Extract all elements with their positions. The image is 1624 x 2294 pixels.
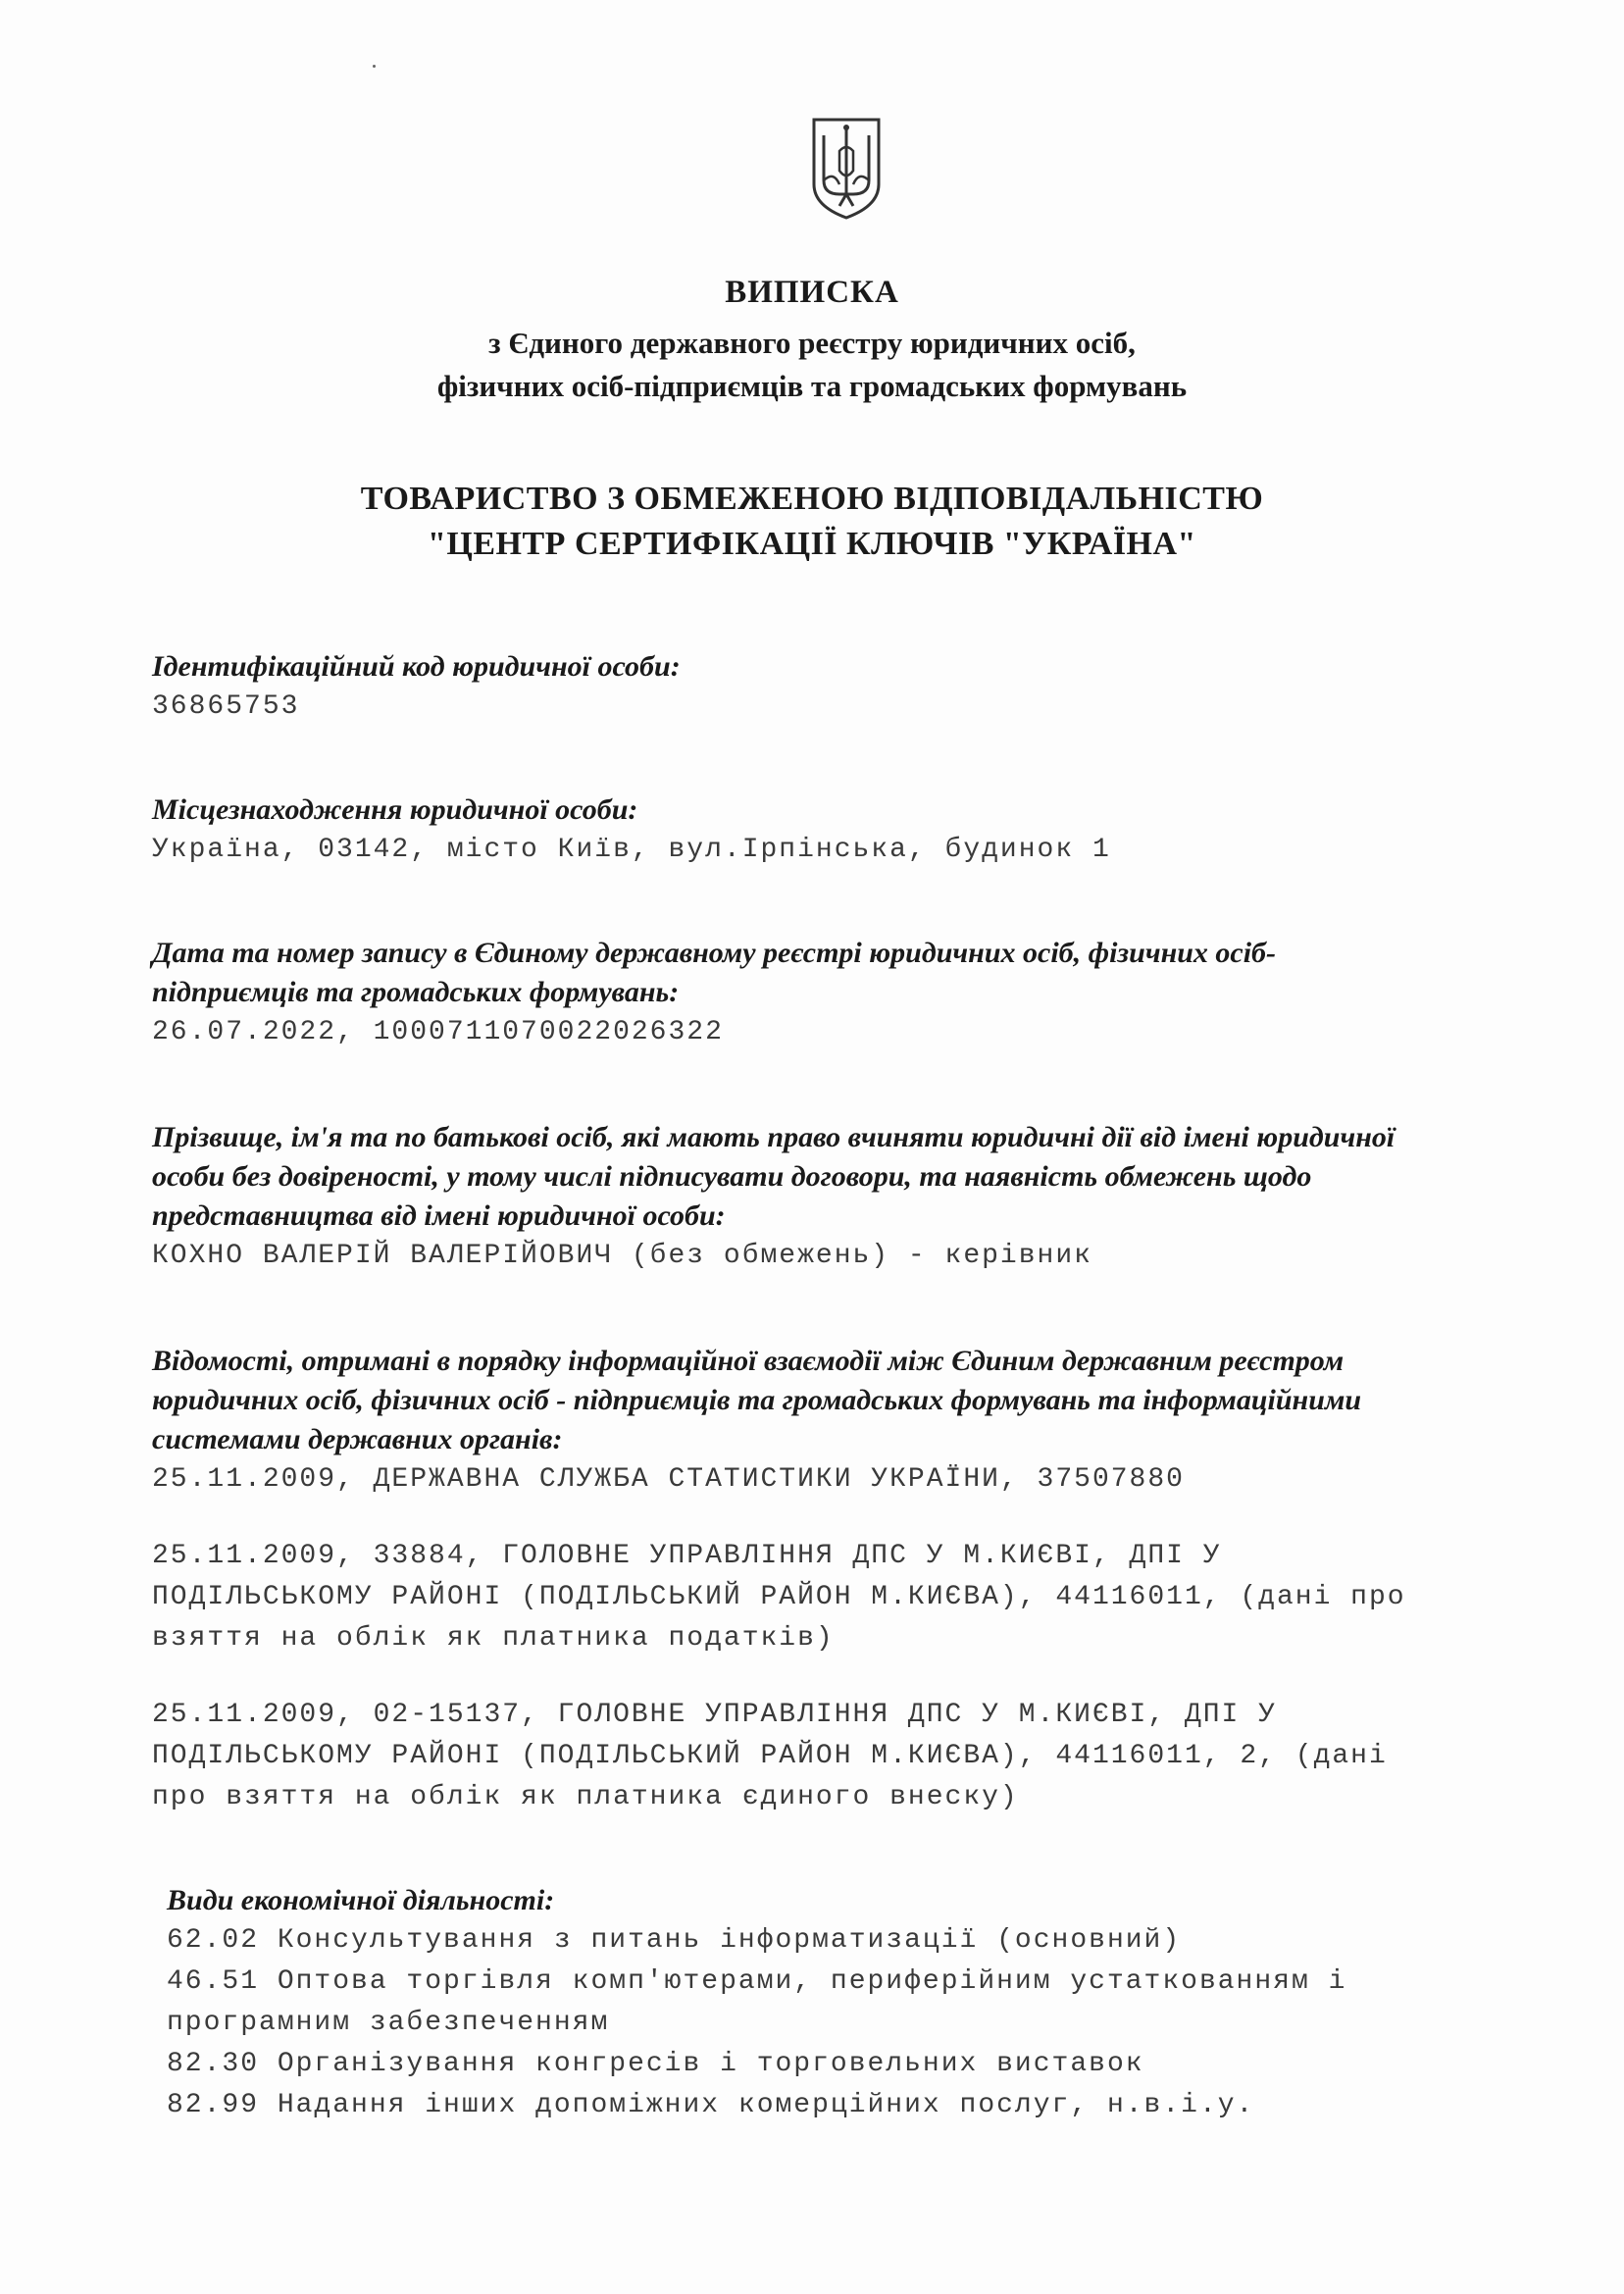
document-title: ВИПИСКА: [725, 275, 899, 310]
economic-activity-item: 82.30 Організування конгресів і торговельних виставок: [167, 2049, 1144, 2079]
section-interaction-info: [152, 1342, 1525, 1818]
interaction-entry-line: взяття на облік як платника податків): [152, 1623, 835, 1654]
authorized-persons-label-line3: представництва від імені юридичної особи:: [152, 1199, 726, 1232]
economic-activity-item: 46.51 Оптова торгівля комп'ютерами, периферійним устаткованням і: [167, 1966, 1347, 1997]
authorized-persons-value: КОХНО ВАЛЕРІЙ ВАЛЕРІЙОВИЧ (без обмежень) - керівник: [152, 1241, 1092, 1271]
interaction-entry-line: ПОДІЛЬСЬКОМУ РАЙОНІ (ПОДІЛЬСЬКИЙ РАЙОН М.КИЄВА), 44116011, (дані про: [152, 1582, 1406, 1612]
authorized-persons-label-line1: Прізвище, ім'я та по батькові осіб, які мають право вчиняти юридичні дії від імені юридичної: [152, 1121, 1396, 1153]
document-subtitle-line2: фізичних осіб-підприємців та громадських формувань: [436, 369, 1188, 403]
economic-activities-label: Види економічної діяльності:: [167, 1884, 555, 1916]
interaction-info-label-line1: Відомості, отримані в порядку інформаційної взаємодії між Єдиним державним реєстром: [152, 1345, 1345, 1377]
section-registry-record: [152, 934, 1525, 1053]
interaction-info-label-line3: системами державних органів:: [152, 1423, 563, 1455]
interaction-entry-line: 25.11.2009, 33884, ГОЛОВНЕ УПРАВЛІННЯ ДПС У М.КИЄВІ, ДПІ У: [152, 1541, 1222, 1571]
section-authorized-persons: [152, 1118, 1525, 1277]
interaction-entry-line: про взяття на облік як платника єдиного внеску): [152, 1782, 1019, 1812]
registry-record-label-line1: Дата та номер запису в Єдиному державному реєстрі юридичних осіб, фізичних осіб-: [152, 937, 1277, 969]
economic-activity-item: 82.99 Надання інших допоміжних комерційних послуг, н.в.і.у.: [167, 2090, 1255, 2120]
registry-record-label-line2: підприємців та громадських формувань:: [152, 976, 680, 1008]
tryzub-coat-of-arms-icon: [810, 116, 883, 222]
economic-activity-item: програмним забезпеченням: [167, 2008, 610, 2038]
organization-name-line2: "ЦЕНТР СЕРТИФІКАЦІЇ КЛЮЧІВ "УКРАЇНА": [428, 526, 1196, 562]
interaction-entry: [152, 1695, 1525, 1818]
registry-record-value: 26.07.2022, 1000711070022026322: [152, 1017, 724, 1047]
authorized-persons-label-line2: особи без довіреності, у тому числі підписувати договори, та наявність обмежень щодо: [152, 1160, 1312, 1193]
interaction-entry: [152, 1536, 1525, 1659]
section-address: [152, 790, 1525, 871]
identification-code-label: Ідентифікаційний код юридичної особи:: [152, 650, 681, 683]
section-identification-code: [152, 647, 1525, 728]
interaction-entry: [152, 1459, 1525, 1501]
interaction-entry-line: ПОДІЛЬСЬКОМУ РАЙОНІ (ПОДІЛЬСЬКИЙ РАЙОН М.КИЄВА), 44116011, 2, (дані: [152, 1741, 1388, 1771]
scan-speck: [373, 65, 376, 68]
interaction-entry-line: 25.11.2009, 02-15137, ГОЛОВНЕ УПРАВЛІННЯ ДПС У М.КИЄВІ, ДПІ У: [152, 1700, 1277, 1730]
economic-activity-item: 62.02 Консультування з питань інформатизації (основний): [167, 1925, 1182, 1956]
document-subtitle-line1: з Єдиного державного реєстру юридичних осіб,: [488, 326, 1136, 360]
section-economic-activities: [167, 1881, 1540, 2126]
address-value: Україна, 03142, місто Київ, вул.Ірпінська, будинок 1: [152, 835, 1111, 865]
organization-name-line1: ТОВАРИСТВО З ОБМЕЖЕНОЮ ВІДПОВІДАЛЬНІСТЮ: [360, 481, 1264, 517]
address-label: Місцезнаходження юридичної особи:: [152, 793, 638, 826]
interaction-entry-line: 25.11.2009, ДЕРЖАВНА СЛУЖБА СТАТИСТИКИ УКРАЇНИ, 37507880: [152, 1464, 1185, 1495]
identification-code-value: 36865753: [152, 691, 300, 722]
interaction-info-label-line2: юридичних осіб, фізичних осіб - підприємців та громадських формувань та інформаційними: [152, 1384, 1362, 1416]
